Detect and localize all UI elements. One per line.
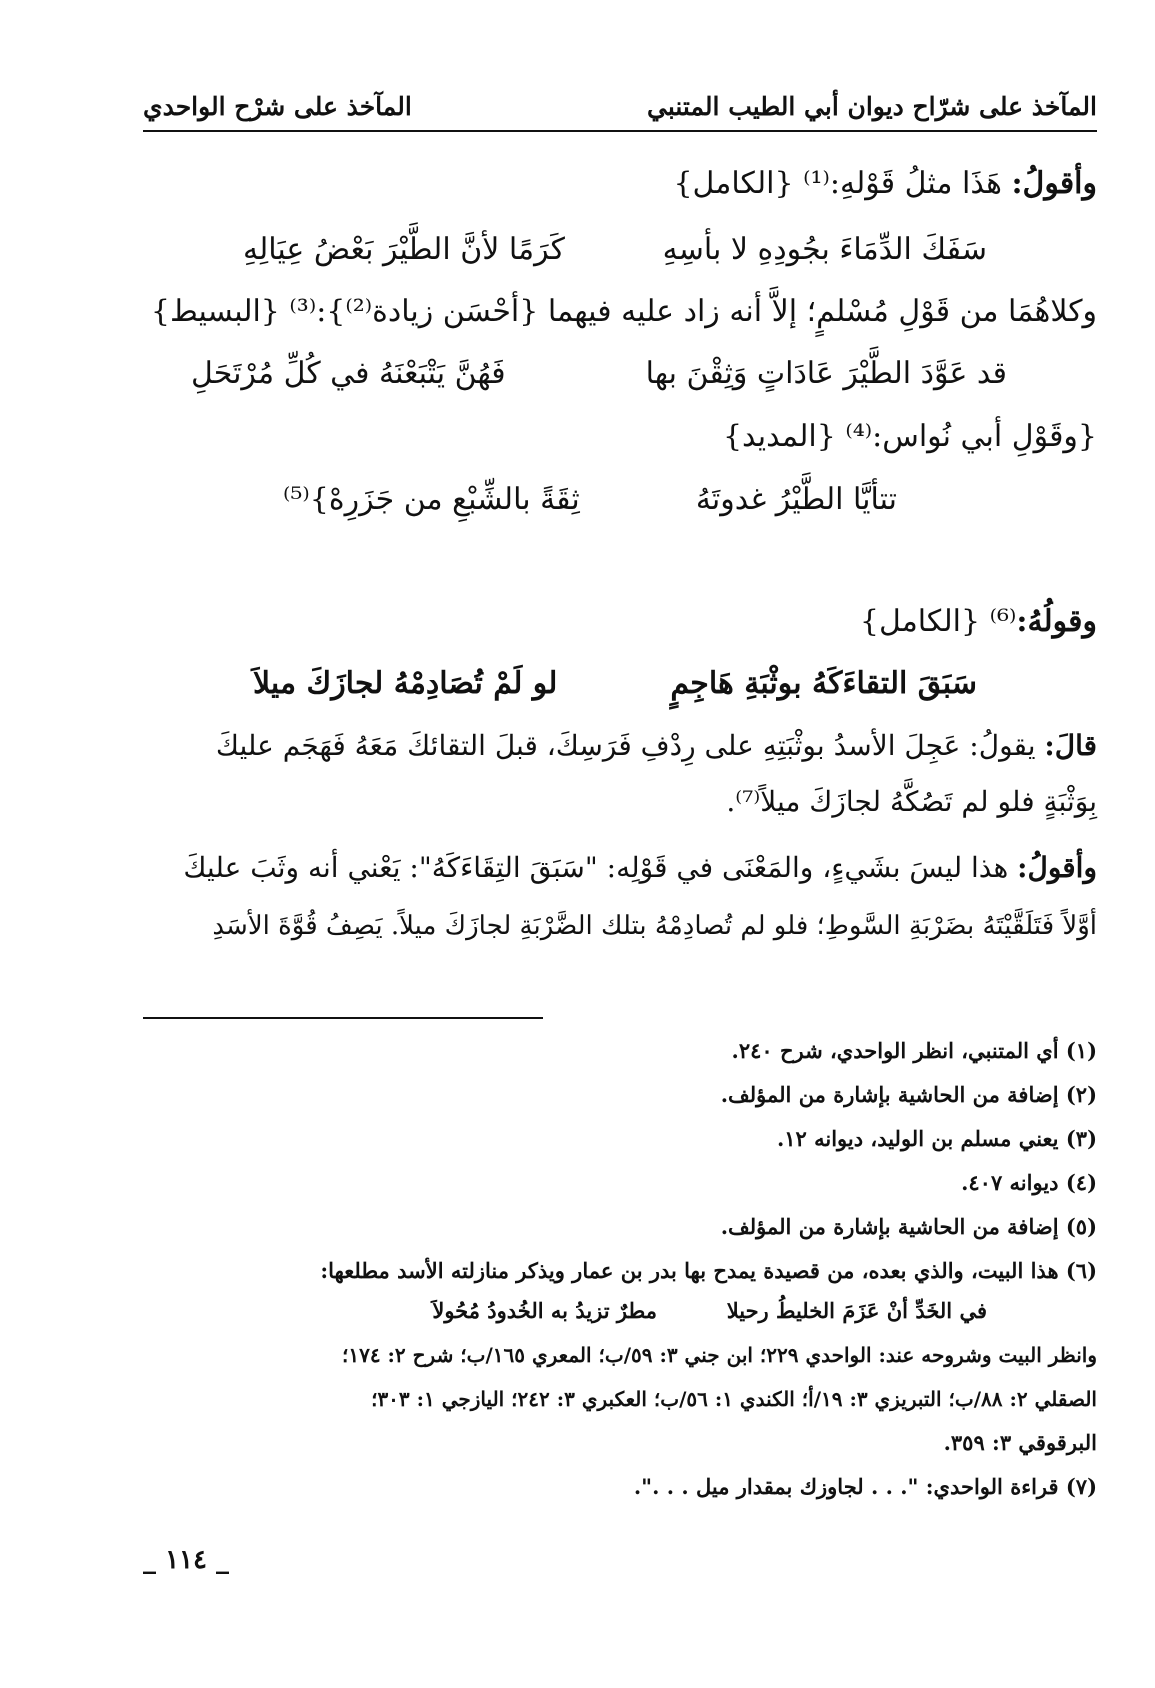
paragraph-6-line-1 [143,846,1097,890]
paragraph-5-text-1: يقولُ: عَجِلَ الأسدُ بوثْبَتِهِ على رِدْفِ فَرَسِكَ، قبلَ التقائكَ مَعَهُ فَهَجَم عليكَ [215,729,1045,762]
verse-1-second-hemistich: كَرَمًا لأنَّ الطَّيْرَ بَعْضُ عِيَالِهِ [243,232,565,267]
paragraph-5-line-1 [143,724,1097,768]
footnote-2: (٢) إضافة من الحاشية بإشارة من المؤلف. [720,1082,1097,1107]
paragraph-3: {وقَوْلِ أبي نُواس:⁽⁴⁾ {المديد} [722,419,1097,454]
running-header [143,92,1097,128]
verse-3-first-hemistich: تتأيَّا الطَّيْرُ غدوتَهُ [695,482,897,517]
header-book-title: المآخذ على شرّاح ديوان أبي الطيب المتنبي [647,92,1097,121]
footnote-5: (٥) إضافة من الحاشية بإشارة من المؤلف. [720,1214,1097,1239]
paragraph-4 [143,600,1097,644]
verse-2-second-hemistich: فَهُنَّ يَتْبَعْنَهُ في كُلِّ مُرْتَحَلِ [191,356,506,391]
footnote-6-line-2: وانظر البيت وشروحه عند: الواحدي ٢٢٩؛ ابن جني ٣: ٥٩/ب؛ المعري ١٦٥/ب؛ شرح ٢: ١٧٤؛ [341,1343,1097,1367]
paragraph-2: وكلاهُمَا من قَوْلِ مُسْلمٍ؛ إلاَّ أنه زاد عليه فيهما {أحْسَن زيادة⁽²⁾}:⁽³⁾ {البسيط} [150,294,1097,329]
header-rule [143,130,1097,132]
paragraph-5-lead: قالَ: [1044,729,1097,762]
footnote-1: (١) أي المتنبي، انظر الواحدي، شرح ٢٤٠. [731,1038,1097,1063]
footnote-6-line-3: الصقلي ٢: ٨٨/ب؛ التبريزي ٣: ١٩/أ؛ الكندي ١: ٥٦/ب؛ العكبري ٣: ٢٤٢؛ اليازجي ١: ٣٠٣؛ [371,1387,1097,1411]
footnote-6: (٦) هذا البيت، والذي بعده، من قصيدة يمدح بها بدر بن عمار ويذكر منازلته الأسد مطلعها: [320,1258,1097,1283]
verse-1-first-hemistich: سَفَكَ الدِّمَاءَ بجُودِهِ لا بأسِهِ [662,232,987,267]
header-section-title: المآخذ على شرْح الواحدي [143,92,412,121]
verse-2-first-hemistich: قد عَوَّدَ الطَّيْرَ عَادَاتٍ وَثِقْنَ بها [645,356,1007,391]
footnote-4: (٤) ديوانه ٤٠٧. [961,1170,1097,1195]
footnote-6-verse-first-hemistich: في الخَدِّ أنْ عَزَمَ الخليطُ رحيلا [726,1298,987,1323]
paragraph-6-lead: وأقولُ: [1017,851,1097,884]
verse-4-second-hemistich: لو لَمْ تُصَادِمْهُ لجازَكَ ميلاَ [253,666,558,701]
paragraph-1 [143,162,1097,206]
verse-4-first-hemistich: سَبَقَ التقاءَكَهُ بوثْبَةِ هَاجِمٍ [670,666,977,701]
paragraph-6-text-1: هذا ليسَ بشَيءٍ، والمَعْنَى في قَوْلِه: "سَبَقَ التِقَاءَكَهُ": يَعْني أنه وثَبَ عليكَ [183,851,1018,884]
verse-3-second-hemistich: ثِقَةً بالشِّبْعِ من جَزَرِهْ}⁽⁵⁾ [283,482,580,517]
paragraph-1-lead: وأقولُ: [1011,166,1097,201]
paragraph-4-lead: وقولُهُ: [1016,604,1097,639]
footnote-6-line-4: البرقوقي ٣: ٣٥٩. [943,1430,1097,1455]
paragraph-1-text: هَذَا مثلُ قَوْلهِ:⁽¹⁾ {الكامل} [673,166,1012,201]
paragraph-4-text: ⁽⁶⁾ {الكامل} [859,604,1017,639]
paragraph-6-line-2: أوَّلاً فَتَلَقَّيْتَهُ بضَرْبَةِ السَّوطِ؛ فلو لم تُصادِمْهُ بتلك الضَّرْبَةِ لجازَكَ ميلاً. يَصِفُ قُوَّةَ الأسَدِ [212,911,1097,941]
footnote-6-verse-second-hemistich: مطرٌ تزيدُ به الخُدودُ مُحُولاَ [432,1298,657,1323]
footnote-3: (٣) يعني مسلم بن الوليد، ديوانه ١٢. [776,1126,1097,1151]
footnote-rule [143,1017,543,1019]
footnote-7: (٧) قراءة الواحدي: ". . . لجاوزك بمقدار ميل . . .". [633,1474,1097,1499]
page-number: _ ١١٤ _ [143,1545,230,1575]
paragraph-5-line-2: بِوَثْبَةٍ فلو لم تَصُكَّهُ لجازَكَ ميلاً⁽⁷⁾. [726,785,1097,818]
